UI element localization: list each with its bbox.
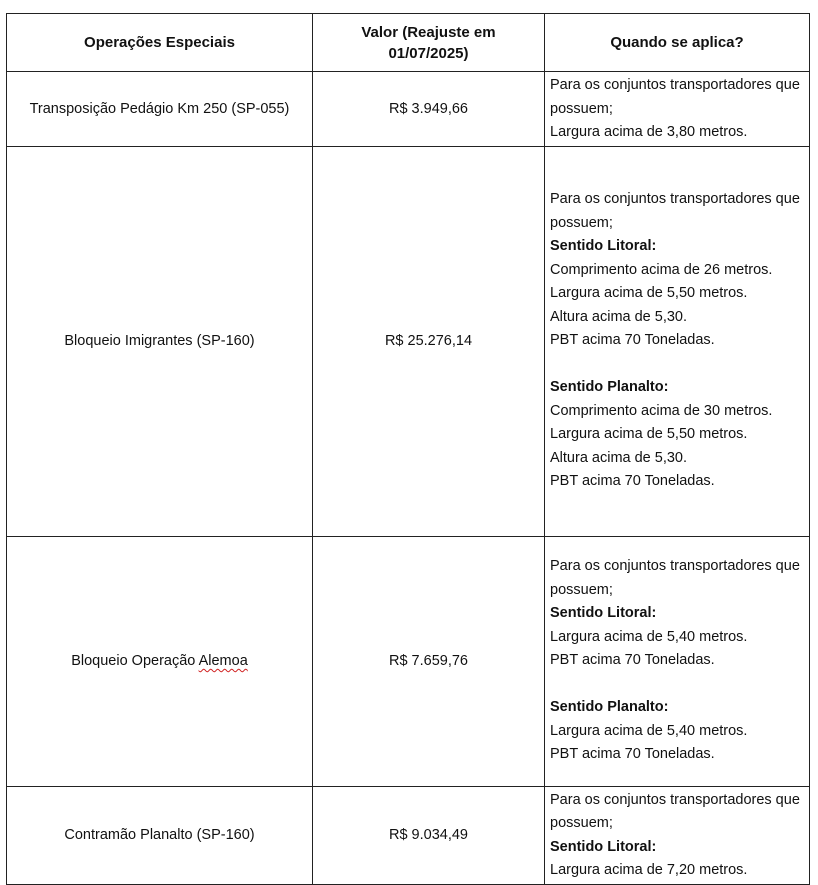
table-row: [7, 786, 810, 884]
when-intro: Para os conjuntos transportadores que possuem;: [550, 791, 800, 831]
when-condition: Comprimento acima de 30 metros.: [550, 402, 773, 419]
operation-cell: Contramão Planalto (SP-160): [7, 786, 313, 884]
when-cell: [545, 786, 810, 884]
operation-cell: Transposição Pedágio Km 250 (SP-055): [7, 72, 313, 147]
when-condition: PBT acima 70 Toneladas.: [550, 332, 715, 349]
when-cell: [545, 72, 810, 147]
direction-title-litoral: Sentido Litoral:: [550, 238, 657, 255]
table-row: [7, 536, 810, 786]
when-intro: Para os conjuntos transportadores que possuem;: [550, 77, 800, 117]
value-cell: R$ 3.949,66: [313, 72, 545, 147]
when-condition: Largura acima de 3,80 metros.: [550, 124, 748, 140]
header-operation: Operações Especiais: [7, 14, 313, 72]
operation-cell: Bloqueio Imigrantes (SP-160): [7, 146, 313, 536]
direction-title-planalto: Sentido Planalto:: [550, 379, 669, 396]
direction-title-litoral: Sentido Litoral:: [550, 605, 657, 622]
when-condition: Largura acima de 7,20 metros.: [550, 862, 748, 878]
when-cell: [545, 536, 810, 786]
when-condition: PBT acima 70 Toneladas.: [550, 746, 715, 763]
header-value-line2: 01/07/2025): [388, 44, 469, 62]
value-cell: R$ 25.276,14: [313, 146, 545, 536]
when-condition: Largura acima de 5,50 metros.: [550, 285, 748, 302]
when-condition: PBT acima 70 Toneladas.: [550, 473, 715, 490]
value-cell: R$ 9.034,49: [313, 786, 545, 884]
header-value-line1: Valor (Reajuste em: [361, 23, 496, 41]
when-condition: Largura acima de 5,40 metros.: [550, 628, 748, 645]
value-cell: R$ 7.659,76: [313, 536, 545, 786]
table-header-row: [7, 14, 810, 72]
direction-title-litoral: Sentido Litoral:: [550, 838, 657, 855]
when-cell: [545, 146, 810, 536]
header-when: Quando se aplica?: [545, 14, 810, 72]
when-condition: Altura acima de 5,30.: [550, 449, 688, 466]
when-condition: Largura acima de 5,50 metros.: [550, 426, 748, 443]
operation-cell: [7, 536, 313, 786]
header-value: [313, 14, 545, 72]
operation-name-spellcheck-word: Alemoa: [198, 653, 248, 669]
when-condition: PBT acima 70 Toneladas.: [550, 652, 715, 669]
when-condition: Altura acima de 5,30.: [550, 308, 688, 325]
blank-line: [550, 353, 805, 377]
operation-name-prefix: Bloqueio Operação: [71, 653, 199, 669]
when-intro: Para os conjuntos transportadores que possuem;: [550, 558, 800, 598]
direction-title-planalto: Sentido Planalto:: [550, 699, 669, 716]
when-condition: Comprimento acima de 26 metros.: [550, 261, 773, 278]
table-row: [7, 72, 810, 147]
when-condition: Largura acima de 5,40 metros.: [550, 722, 748, 739]
when-intro: Para os conjuntos transportadores que possuem;: [550, 191, 800, 231]
table-row: [7, 146, 810, 536]
blank-line: [550, 673, 805, 697]
special-operations-table: [6, 13, 810, 885]
